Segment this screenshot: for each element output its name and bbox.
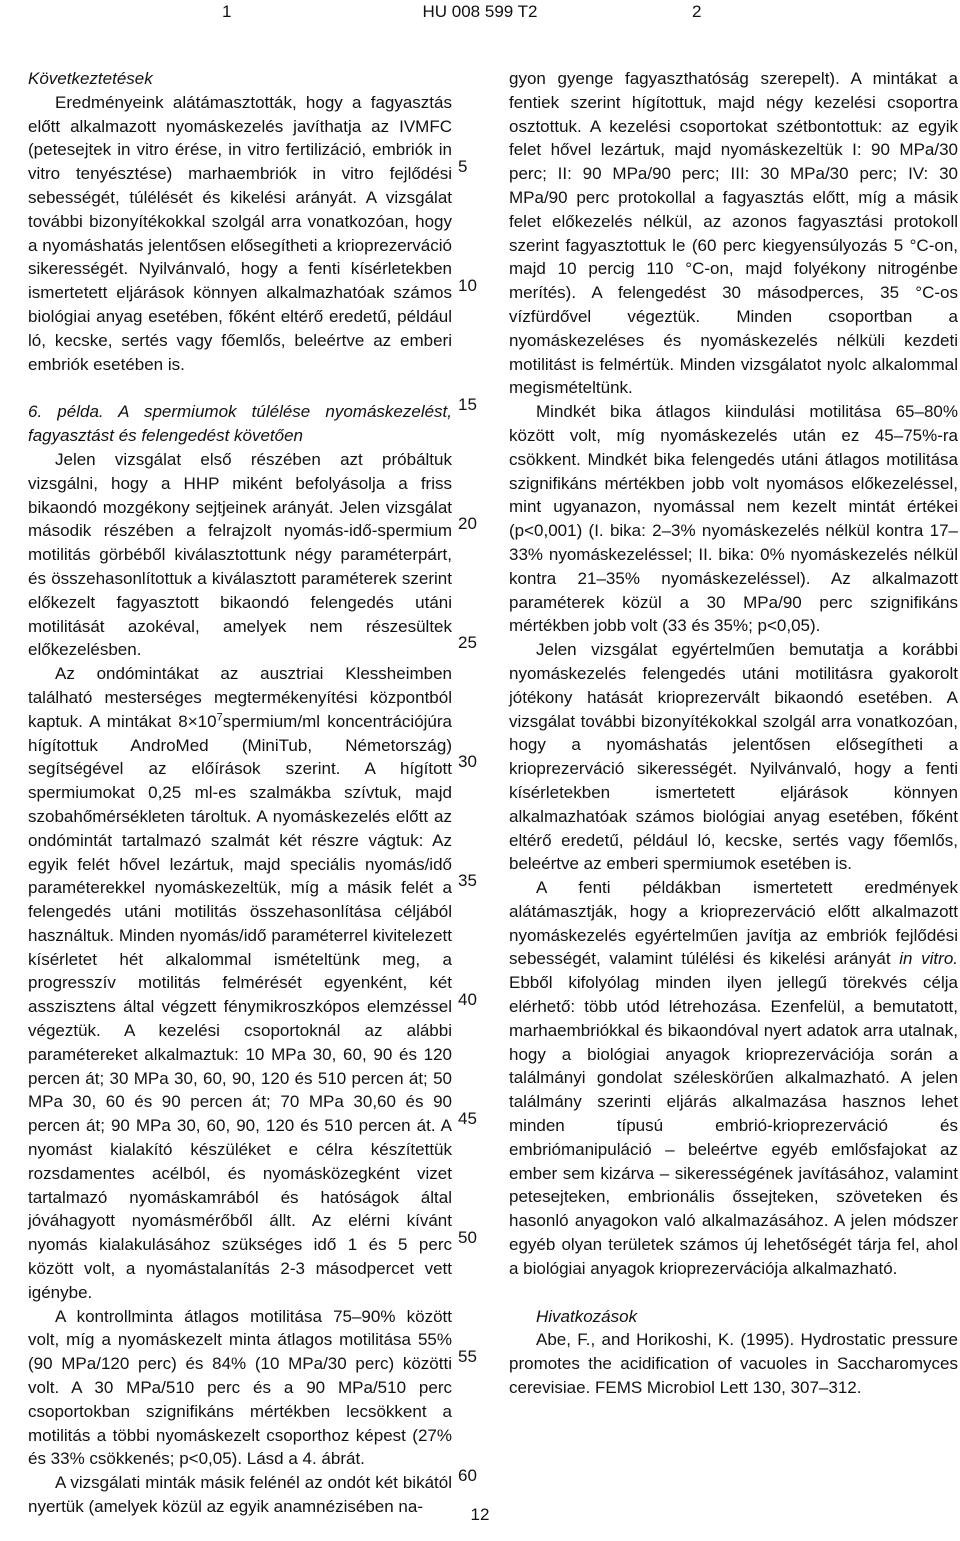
- left-paragraph-2-part-b: spermium/ml koncentrációjúra hígítottuk AndroMed (MiniTub, Németország) segítségével az előírások szerint. A hígított spermiumokat 0,25 ml-es szalmákba szívtuk, majd szobahőmérsékleten tároltuk. A nyomáskezelés előtt az ondómintát tartalmazó szalmát két részre vágtuk: Az egyik felét hővel lezártuk, majd speciális nyomás/idő paraméterekkel nyomáskezeltük, míg a másik felét a felengedés utáni motilitás összehasonlítása céljából használtuk. Minden nyomás/idő paraméterrel kivitelezett kísérletet hét alkalommal ismételtünk meg, a progresszív motilitás felmérését egyenként, két asszisztens által végzett fénymikroszkópos elemzéssel végeztük. A kezelési csoportoknál az alábbi paramétereket alkalmaztuk: 10 MPa 30, 60, 90 és 120 percen át; 30 MPa 30, 60, 90, 120 és 510 percen át; 50 MPa 30, 60 és 90 percen át; 70 MPa 30,60 és 90 percen át; 90 MPa 30, 60, 90, 120 és 510 percen át. A nyomást kialakító készüléket e célra készítettük rozsdamentes acélból, és nyomásközegként vizet tartalmazó nyomáskamrából és hatóságok által jóváhagyott nyomásmérőből állt. Az elérni kívánt nyomás kialakulásához szükséges idő 1 és 5 perc között volt, a nyomástalanítás 2-3 másodpercet vett igénybe.: [28, 711, 452, 1302]
- header-patent-number: HU 008 599 T2: [422, 2, 538, 21]
- right-paragraph-4: [509, 876, 958, 1281]
- header-left-column-number: 1: [222, 2, 232, 21]
- line-number: 35: [458, 871, 477, 890]
- left-paragraph-2: [28, 662, 452, 1305]
- line-number: 5: [458, 157, 468, 176]
- left-paragraph-2-part-a: Az ondómintákat az ausztriai Klessheimben található mesterséges megtermékenyítési központból kaptuk. A mintákat 8×10: [28, 664, 452, 731]
- right-paragraph-4-italic: in vitro.: [899, 949, 958, 969]
- line-number: 40: [458, 990, 477, 1009]
- left-paragraph-3: A kontrollminta átlagos motilitása 75–90% között volt, míg a nyomáskezelt minta átlagos motilitása 55% (90 MPa/120 perc) és 84% (10 MPa/30 perc) közötti volt. A 30 MPa/510 perc és a 90 MPa/510 perc csoportokban szignifikáns mértékben lecsökkent a motilitás a többi nyomáskezelt csoporthoz képest (27% és 33% csökkenés; p<0,05). Lásd a 4. ábrát.: [28, 1306, 452, 1469]
- left-paragraph-1: Jelen vizsgálat első részében azt próbáltuk vizsgálni, hogy a HHP miként befolyásolja a friss bikaondó mozgékony sejtjeinek arányát. Jelen vizsgálat második részében a felrajzolt nyomás-idő-spermium motilitás görbéből kiválasztottunk négy paraméterpárt, és összehasonlítottuk a kiválasztott paraméterek szerint előkezelt fagyasztott bikaondó felengedés utáni motilitását azokéval, amelyek nem részesültek előkezelésben.: [28, 449, 452, 660]
- right-paragraph-4-part-b: Ebből kifolyólag minden ilyen jellegű törekvés célja elérhető: több utód létrehozása. Ezenfelül, a bemutatott, marhaembriókkal és bikaondóval nyert adatok arra utalnak, hogy a biológiai anyagok krioprezervációja során a találmányi gondolat széleskörűen alkalmazható. A jelen találmány szerinti eljárás alkalmazása hasznos lehet minden típusú embrió-krioprezerváció és embriómanipuláció – beleértve egyéb emlősfajokat az ember sem kizárva – sikerességének javításához, valamint petesejteken, embrionális őssejteken, szöveteken és hasonló anyagokon való alkalmazásához. A jelen módszer egyéb olyan területek számos új lehetőségét tárja fel, ahol a biológiai anyagok krioprezervációja alkalmazható.: [509, 973, 958, 1278]
- right-paragraph-4-part-a: A fenti példákban ismertetett eredmények alátámasztják, hogy a krioprezerváció előtt alkalmazott nyomáskezelés egyértelműen javítja az embriók fejlődési sebességét, valamint túlélési és kikelési arányát: [509, 878, 958, 969]
- right-paragraph-2: Mindkét bika átlagos kiindulási motilitása 65–80% között volt, míg nyomáskezelés után ez 45–75%-ra csökkent. Mindkét bika felengedés utáni átlagos motilitása szignifikáns mértékben jobb volt nyomásos előkezeléssel, mint ugyanazon, nyomással nem kezelt mintát értékei (p<0,001) (I. bika: 2–3% nyomáskezelés nélkül kontra 17–33% nyomáskezeléssel; II. bika: 0% nyomáskezelés nélkül kontra 21–35% nyomáskezeléssel). Az alkalmazott paraméterek közül a 30 MPa/90 perc szignifikáns mértékben jobb volt (33 és 35%; p<0,05).: [509, 402, 958, 636]
- line-number: 50: [458, 1228, 477, 1247]
- references-heading: Hivatkozások: [536, 1306, 638, 1326]
- exponent: 7: [216, 711, 223, 724]
- example-heading: 6. példa. A spermiumok túlélése nyomáskezelést, fagyasztást és felengedést követően: [28, 402, 452, 446]
- reference-entry: Abe, F., and Horikoshi, K. (1995). Hydrostatic pressure promotes the acidification of vacuoles in Saccharomyces cerevisiae. FEMS Microbiol Lett 130, 307–312.: [509, 1330, 958, 1398]
- line-number: 60: [458, 1466, 477, 1485]
- conclusions-paragraph: Eredményeink alátámasztották, hogy a fagyasztás előtt alkalmazott nyomáskezelés javíthatja az IVMFC (petesejtek in vitro érése, in vitro fertilizáció, embriók in vitro tenyésztése) marhaembriók in vitro fejlődési sebességét, túlélését és kikelési arányát. A vizsgálat további bizonyítékokkal szolgál arra vonatkozóan, hogy a nyomáshatás jelentősen elősegítheti a krioprezerváció sikerességét. Nyilvánvaló, hogy a fenti kísérletekben ismertetett eljárások könnyen alkalmazhatóak számos biológiai anyag esetében, főként eltérő eredetű, például ló, kecske, sertés vagy főemlős, beleértve az emberi embriók esetében is.: [28, 92, 452, 374]
- line-number: 25: [458, 633, 477, 652]
- header-right-column-number: 2: [692, 2, 702, 21]
- line-number: 20: [458, 514, 477, 533]
- right-paragraph-3: Jelen vizsgálat egyértelműen bemutatja a korábbi nyomáskezelés felengedés utáni motilitásra gyakorolt jótékony hatását krioprezervált bikaondó esetében. A vizsgálat további bizonyítékokkal szolgál arra vonatkozóan, hogy a nyomáshatás jelentősen elősegítheti a krioprezerváció sikerességét. Nyilvánvaló, hogy a fenti kísérletekben ismertetett eljárások könnyen alkalmazhatóak számos biológiai anyag esetében, főként eltérő eredetű, például ló, kecske, sertés vagy főemlős, beleértve az emberi spermiumok esetében is.: [509, 640, 958, 874]
- left-paragraph-4: A vizsgálati minták másik felénél az ondót két bikától nyertük (amelyek közül az egyik anamnézisében na-: [28, 1473, 452, 1517]
- line-number: 45: [458, 1109, 477, 1128]
- page-number: 12: [470, 1505, 490, 1524]
- left-column: [28, 67, 452, 1519]
- right-column: [509, 67, 958, 1400]
- line-number: 15: [458, 395, 477, 414]
- right-paragraph-1: gyon gyenge fagyaszthatóság szerepelt). A mintákat a fentiek szerint hígítottuk, majd négy kezelési csoportra osztottuk. A kezelési csoportokat szétbontottuk: az egyik felet hővel lezártuk, majd nyomáskezeltük I: 90 MPa/30 perc; II: 90 MPa/90 perc; III: 30 MPa/30 perc; IV: 30 MPa/90 perc protokollal a fagyasztás előtt, míg a másik felet előkezelés nélkül, az azonos fagyasztási protokoll szerint fagyasztottuk le (60 perc kiegyensúlyozás 5 °C-on, majd 10 percig 110 °C-on, majd folyékony nitrogénbe merítés). A felengedést 30 másodperces, 35 °C-os vízfürdővel végeztük. Minden csoportban a nyomáskezeléses és nyomáskezelés nélküli kezdeti motilitást is felmértük. Minden vizsgálatot nyolc alkalommal megismételtünk.: [509, 69, 958, 398]
- line-number: 30: [458, 752, 477, 771]
- line-number: 55: [458, 1347, 477, 1366]
- conclusions-heading: Következtetések: [28, 69, 153, 88]
- line-number: 10: [458, 276, 477, 295]
